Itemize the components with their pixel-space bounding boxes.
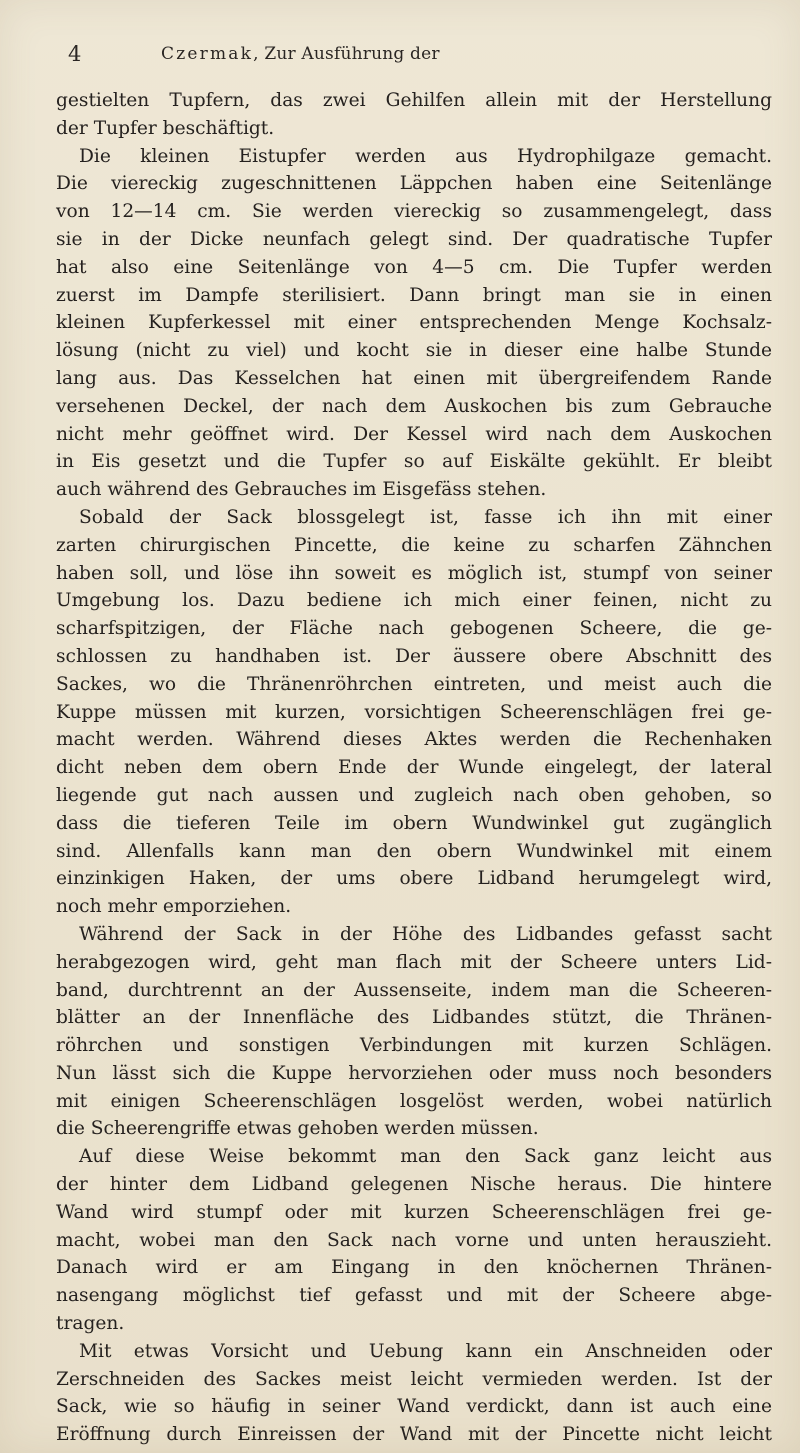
text-line: röhrchen und sonstigen Verbindungen mit kurzen Schlägen.: [56, 1035, 772, 1057]
text-line: nasengang möglichst tief gefasst und mit der Scheere abge-: [56, 1285, 772, 1307]
text-line: in Eis gesetzt und die Tupfer so auf Eiskälte gekühlt. Er bleibt: [56, 451, 772, 473]
body-text: [56, 87, 772, 1449]
running-title: [161, 44, 440, 64]
text-line: Mit etwas Vorsicht und Uebung kann ein Anschneiden oder: [79, 1340, 772, 1362]
text-line: von 12—14 cm. Sie werden viereckig so zusammengelegt, dass: [56, 201, 772, 223]
text-line: macht werden. Während dieses Aktes werden die Rechenhaken: [56, 729, 772, 751]
text-line: Auf diese Weise bekommt man den Sack ganz leicht aus: [79, 1146, 772, 1168]
text-line: herabgezogen wird, geht man flach mit der Scheere unters Lid-: [56, 951, 772, 973]
text-line: mit einigen Scheerenschlägen losgelöst werden, wobei natürlich: [56, 1090, 772, 1112]
text-line: noch mehr emporziehen.: [56, 896, 292, 918]
text-line: Sackes, wo die Thränenröhrchen eintreten, und meist auch die: [56, 673, 772, 695]
text-line: Danach wird er am Eingang in den knöchernen Thränen-: [56, 1257, 772, 1279]
text-line: hat also eine Seitenlänge von 4—5 cm. Die Tupfer werden: [56, 256, 772, 278]
text-line: Während der Sack in der Höhe des Lidbandes gefasst sacht: [79, 923, 772, 945]
text-line: macht, wobei man den Sack nach vorne und unten herauszieht.: [56, 1229, 772, 1251]
text-line: Sobald der Sack blossgelegt ist, fasse ich ihn mit einer: [79, 506, 772, 528]
text-line: auch während des Gebrauches im Eisgefäss stehen.: [56, 479, 547, 501]
text-line: lang aus. Das Kesselchen hat einen mit übergreifendem Rande: [56, 367, 772, 389]
text-line: versehenen Deckel, der nach dem Auskochen bis zum Gebrauche: [56, 395, 772, 417]
text-line: Nun lässt sich die Kuppe hervorziehen oder muss noch besonders: [56, 1062, 772, 1084]
text-line: Zerschneiden des Sackes meist leicht vermieden werden. Ist der: [56, 1368, 772, 1390]
text-line: Die kleinen Eistupfer werden aus Hydrophilgaze gemacht.: [79, 145, 772, 167]
running-title-author: Czermak: [161, 44, 254, 64]
text-line: nicht mehr geöffnet wird. Der Kessel wird nach dem Auskochen: [56, 423, 772, 445]
text-line: haben soll, und löse ihn soweit es möglich ist, stumpf von seiner: [56, 562, 772, 584]
text-line: Wand wird stumpf oder mit kurzen Scheerenschlägen frei ge-: [56, 1201, 772, 1223]
text-line: sie in der Dicke neunfach gelegt sind. Der quadratische Tupfer: [56, 228, 772, 250]
page-number: 4: [68, 42, 82, 66]
text-line: zuerst im Dampfe sterilisiert. Dann bringt man sie in einen: [56, 284, 772, 306]
text-line: sind. Allenfalls kann man den obern Wundwinkel mit einem: [56, 840, 772, 862]
running-head: [68, 42, 758, 72]
text-line: einzinkigen Haken, der ums obere Lidband herumgelegt wird,: [56, 868, 772, 890]
text-line: Sack, wie so häufig in seiner Wand verdickt, dann ist auch eine: [56, 1396, 772, 1418]
text-line: kleinen Kupferkessel mit einer entsprechenden Menge Kochsalz-: [56, 312, 772, 334]
text-line: gestielten Tupfern, das zwei Gehilfen allein mit der Herstellung: [56, 90, 772, 111]
text-line: tragen.: [56, 1313, 125, 1335]
text-line: Eröffnung durch Einreissen der Wand mit der Pincette nicht leicht: [56, 1424, 772, 1446]
text-line: lösung (nicht zu viel) und kocht sie in dieser eine halbe Stunde: [56, 340, 772, 362]
text-line: der hinter dem Lidband gelegenen Nische heraus. Die hintere: [56, 1174, 772, 1196]
text-line: die Scheerengriffe etwas gehoben werden müssen.: [56, 1118, 539, 1140]
text-line: Kuppe müssen mit kurzen, vorsichtigen Scheerenschlägen frei ge-: [56, 701, 772, 723]
running-title-rest: , Zur Ausführung der: [253, 44, 440, 64]
text-line: Die viereckig zugeschnittenen Läppchen haben eine Seitenlänge: [56, 173, 772, 195]
text-line: Umgebung los. Dazu bediene ich mich einer feinen, nicht zu: [56, 590, 772, 612]
text-line: dass die tieferen Teile im obern Wundwinkel gut zugänglich: [56, 812, 772, 834]
text-line: der Tupfer beschäftigt.: [56, 117, 275, 139]
text-line: scharfspitzigen, der Fläche nach gebogenen Scheere, die ge-: [56, 618, 772, 640]
text-line: band, durchtrennt an der Aussenseite, indem man die Scheeren-: [56, 979, 772, 1001]
text-line: blätter an der Innenfläche des Lidbandes stützt, die Thränen-: [56, 1007, 772, 1029]
text-line: liegende gut nach aussen und zugleich nach oben gehoben, so: [56, 784, 772, 806]
text-line: dicht neben dem obern Ende der Wunde eingelegt, der lateral: [56, 757, 772, 779]
text-line: zarten chirurgischen Pincette, die keine zu scharfen Zähnchen: [56, 534, 772, 556]
text-line: schlossen zu handhaben ist. Der äussere obere Abschnitt des: [56, 645, 772, 667]
